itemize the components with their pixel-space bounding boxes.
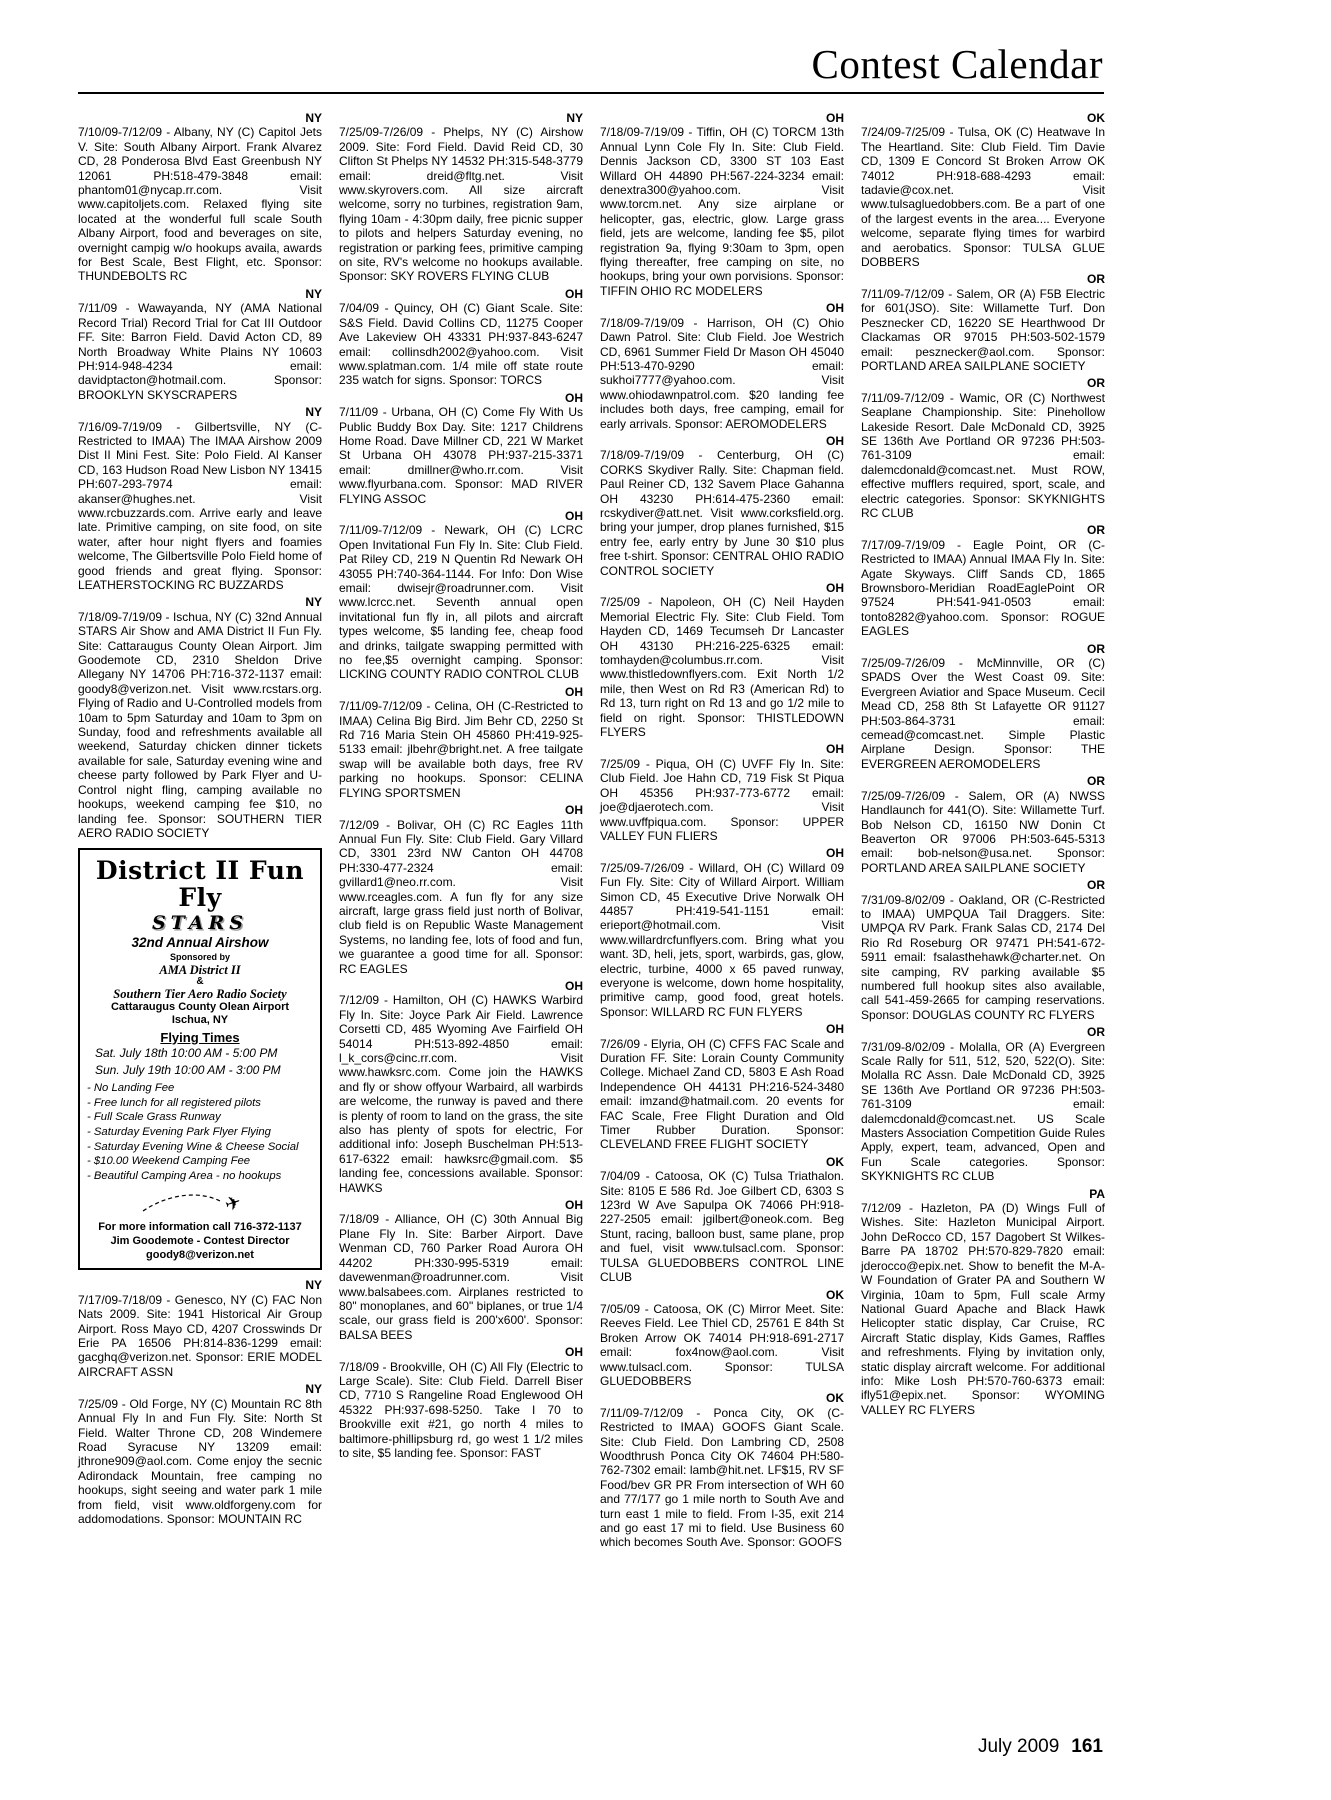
entry-text: 7/18/09 - Brookville, OH (C) All Fly (Electric to Large Scale). Site: Club Field. Darrell Biser CD, 7710 S Rangeline Road Englewood OH 45322 PH:937-698-5250. Take I 70 to Brookville exit #21, go north 4 miles to baltimore-phillipsburg rd, go west 1 1/2 miles to site, $5 landing fee. Sponsor: FAST xyxy=(339,1359,583,1460)
state-label: PA xyxy=(1089,1186,1105,1201)
entry-text: 7/11/09 - Urbana, OH (C) Come Fly With Us Public Buddy Box Day. Site: 1217 Childrens Home Road. Dave Millner CD, 221 W Market St Urbana OH 43078 PH:937-215-3371 email: dmillner@who.rr.com. Visit www.flyurbana.com. Sponsor: MAD RIVER FLYING ASSOC xyxy=(339,405,583,506)
entry-text: 7/10/09-7/12/09 - Albany, NY (C) Capitol Jets V. Site: South Albany Airport. Frank Alvarez CD, 28 Ponderosa Blvd East Greenbush NY 12061 PH:518-479-3848 email: phantom01@nycap.rr.com. Visit www.capitoljets.com. Relaxed flying site located at the wonderful full scale South Albany Airport, food and beverages on site, overnight campig w/o hookups availa, awards for Best Scale, Best Flight, etc. Sponsor: THUNDEBOLTS RC xyxy=(78,125,322,284)
contest-entry xyxy=(861,272,1105,373)
ad-subtitle: 32nd Annual Airshow xyxy=(131,934,269,950)
svg-text:✈: ✈ xyxy=(222,1191,245,1217)
contest-entry xyxy=(861,1187,1105,1418)
state-label: NY xyxy=(305,1382,322,1397)
state-label: OH xyxy=(565,286,583,301)
page-number: 161 xyxy=(1071,1736,1103,1757)
entry-text: 7/24/09-7/25/09 - Tulsa, OK (C) Heatwave In The Heartland. Site: Club Field. Tim Davie CD, 1309 E Concord St Broken Arrow OK 74012 PH:918-688-4293 email: tadavie@cox.net. Visit www.tulsagluedobbers.com. Be a part of one of the largest events in the area.... Everyone welcome, separate flying times for warbird and aerobatics. Sponsor: TULSA GLUE DOBBERS xyxy=(861,125,1105,270)
state-label: OH xyxy=(826,581,844,595)
entry-text: 7/12/09 - Hamilton, OH (C) HAWKS Warbird Fly In. Site: Joyce Park Air Field. Lawrence Corsetti CD, 485 Wyoming Ave Fairfield OH 54014 PH:513-892-4850 email: l_k_cors@cinc.rr.com. Visit www.hawksrc.com. Come join the HAWKS and fly or show offyour Warbaird, all warbirds are welcome, the runway is paved and there is plenty of room to land on the grass, the site also has plenty of spots for electric, For additional info: Joseph Buschelman PH:513-617-6322 email: hawksrc@gmail.com. $5 landing fee, concessions available. Sponsor: HAWKS xyxy=(339,993,583,1195)
entry-text: 7/31/09-8/02/09 - Oakland, OR (C-Restricted to IMAA) UMPQUA Tail Draggers. Site: UMPQA RV Park. Frank Salas CD, 2174 Del Rio Rd Roseburg OR 97471 PH:541-672-5911 email: fsalasthehawk@charter.net. On site camping, RV parking available $5 numbered full hookup sites also available, call 541-459-2665 for camping reservations. Sponsor: DOUGLAS COUNTY RC FLYERS xyxy=(861,892,1105,1022)
ad-info-phone: For more information call 716-372-1137 xyxy=(98,1220,302,1233)
entry-text: 7/11/09 - Wawayanda, NY (AMA National Record Trial) Record Trial for Cat III Outdoor FF. Site: Barron Field. David Acton CD, 89 North Broadway White Plains NY 10603 PH:914-948-4234 email: davidptacton@hotmail.com. Sponsor: BROOKLYN SKYSCRAPERS xyxy=(78,301,322,402)
contest-entry xyxy=(339,287,583,388)
issue-date: July 2009 xyxy=(977,1736,1060,1757)
contest-entry xyxy=(600,301,844,431)
state-label: OH xyxy=(826,301,844,316)
ad-sponsored-by-label: Sponsored by xyxy=(169,952,230,963)
contest-entry xyxy=(861,878,1105,1022)
entry-text: 7/04/09 - Quincy, OH (C) Giant Scale. Site: S&S Field. David Collins CD, 11275 Cooper Ave Lakeview OH 43331 PH:937-843-6247 email: collinsdh2002@yahoo.com. Visit www.splatman.com. 1/4 mile off state route 235 watch for signs. Sponsor: TORCS xyxy=(339,301,583,388)
contest-entry xyxy=(600,581,844,739)
contest-entry xyxy=(78,595,322,840)
ad-sponsor-1: AMA District II xyxy=(159,962,241,977)
entry-text: 7/11/09-7/12/09 - Wamic, OR (C) Northwest Seaplane Championship. Site: Pinehollow Lakeside Resort. Dale McDonald CD, 3925 SE 136th Ave Portland OR 97236 PH:503-761-3109 email: dalemcdonald@comcast.net. Must ROW, effective mufflers required, sport, scale, and electric categories. Sponsor: SKYKNIGHTS RC CLUB xyxy=(861,390,1105,520)
text-column-1 xyxy=(78,108,322,1550)
contest-entry xyxy=(600,1391,844,1549)
contest-entry xyxy=(600,1155,844,1285)
entry-text: 7/11/09-7/12/09 - Salem, OR (A) F5B Electric for 601(JSO). Site: Willamette Turf. Don Pesznecker CD, 16220 SE Hearthwood Dr Clackamas OR 97015 PH:503-502-1579 email: pesznecker@aol.com. Sponsor: PORTLAND AREA SAILPLANE SOCIETY xyxy=(861,286,1105,373)
contest-entry xyxy=(339,391,583,506)
contest-entry xyxy=(861,1025,1105,1183)
state-label: OH xyxy=(826,433,844,448)
ad-venue-city: Ischua, NY xyxy=(171,1013,229,1026)
ad-contest-director: Jim Goodemote - Contest Director xyxy=(110,1234,290,1247)
state-label: NY xyxy=(305,405,322,420)
entry-text: 7/25/09-7/26/09 - Willard, OH (C) Willard 09 Fun Fly. Site: City of Willard Airport. William Simon CD, 45 Executive Drive Norwalk OH 44857 PH:419-541-1151 email: erieport@hotmail.com. Visit www.willardrcfunflyers.com. Bring what you want. 3D, heli, jets, sport, warbirds, gas, glow, electric, turbine, 4000 x 65 paved runway, everyone is welcome, down home hospitality, primitive camp, good food, great hotels. Sponsor: WILLARD RC FUN FLYERS xyxy=(600,860,844,1019)
state-label: OH xyxy=(826,846,844,861)
contest-entry xyxy=(861,523,1105,638)
entry-text: 7/25/09-7/26/09 - McMinnville, OR (C) SPADS Over the West Coast 09. Site: Evergreen Aviatior and Space Museum. Cecil Mead CD, 258 8th St Lafayette OR 91127 PH:503-864-3731 email: cemead@comcast.net. Simple Plastic Airplane Design. Sponsor: THE EVERGREEN AEROMODELERS xyxy=(861,656,1105,771)
state-label: OH xyxy=(565,390,583,405)
text-column-3 xyxy=(600,108,844,1550)
ad-ampersand: & xyxy=(196,975,204,987)
state-label: OK xyxy=(1087,111,1105,125)
entry-text: 7/12/09 - Bolivar, OH (C) RC Eagles 11th Annual Fun Fly. Site: Club Field. Gary Villard CD, 3301 23rd NW Canton OH 44708 PH:330-477-2324 email: gvillard1@neo.rr.com. Visit www.rceagles.com. A fun fly for any size aircraft, large grass field just north of Bolivar, club field is on Republic Waste Management Systems, no landing fee, lots of food and fun, we guarantee a good time for all. Sponsor: RC EAGLES xyxy=(339,817,583,976)
ad-venue: Cattaraugus County Olean Airport xyxy=(110,1001,290,1014)
contest-entry xyxy=(600,111,844,298)
entry-text: 7/18/09 - Alliance, OH (C) 30th Annual Big Plane Fly In. Site: Barber Airport. Dave Wenman CD, 760 Parker Road Aurora OH 44202 PH:330-995-5319 email: davewenman@roadrunner.com. Visit www.balsabees.com. Airplanes restricted to 80" monoplanes, and 60" biplanes, or true 1/4 scale, our grass field is 200'x600'. Sponsor: BALSA BEES xyxy=(339,1212,583,1342)
header-rule xyxy=(78,92,1104,94)
entry-text: 7/05/09 - Catoosa, OK (C) Mirror Meet. Site: Reeves Field. Lee Thiel CD, 25761 E 84th St Broken Arrow OK 74014 PH:918-691-2717 email: fox4now@aol.com. Visit www.tulsacl.com. Sponsor: TULSA GLUEDOBBERS xyxy=(600,1301,844,1388)
ad-bullet: - No Landing Fee xyxy=(87,1081,175,1094)
contest-entry xyxy=(600,434,844,578)
entry-text: 7/26/09 - Elyria, OH (C) CFFS FAC Scale and Duration FF. Site: Lorain County Community College. Michael Zand CD, 5803 E Ash Road Independence OH 44131 PH:216-524-3480 email: imzand@hatmail.com. 20 events for FAC Scale, Free Flight Duration and Old Timer Rubber Duration. Sponsor: CLEVELAND FREE FLIGHT SOCIETY xyxy=(600,1036,844,1152)
state-label: NY xyxy=(305,111,322,125)
ad-bullet: - Saturday Evening Wine & Cheese Social xyxy=(87,1140,299,1153)
contest-entry xyxy=(861,642,1105,772)
entry-text: 7/16/09-7/19/09 - Gilbertsville, NY (C-Restricted to IMAA) The IMAA Airshow 2009 Dist II Mini Fest. Site: Polo Field. Al Kanser CD, 163 Hudson Road New Lisbon NY 13415 PH:607-293-7974 email: akanser@hughes.net. Visit www.rcbuzzards.com. Arrive early and leave late. Primitive camping, on site food, on site water, after hour night flyers and foamies welcome, The Gilbertsville Polo Field home of good friends and great flying. Sponsor: LEATHERSTOCKING RC BUZZARDS xyxy=(78,419,322,592)
contest-entry xyxy=(339,685,583,800)
entry-text: 7/25/09-7/26/09 - Phelps, NY (C) Airshow 2009. Site: Ford Field. David Reid CD, 30 Clifton St Phelps NY 14532 PH:315-548-3779 email: dreid@fltg.net. Visit www.skyrovers.com. All size aircraft welcome, sorry no turbines, registration 9am, flying 10am - 4:30pm daily, free picnic supper to pilots and helpers Saturday evening, no registration or parking fees, primitive camping on site, RV's welcome no hookups available. Sponsor: SKY ROVERS FLYING CLUB xyxy=(339,125,583,284)
ad-bullet: - Saturday Evening Park Flyer Flying xyxy=(87,1125,271,1138)
contest-entry xyxy=(600,846,844,1019)
contest-entry xyxy=(339,979,583,1195)
entry-text: 7/25/09 - Old Forge, NY (C) Mountain RC 8th Annual Fly In and Fun Fly. Site: North St Field. Walter Throne CD, 208 Windemere Road Syracuse NY 13209 email: jthrone909@aol.com. Come enjoy the secnic Adirondack Mountain, free camping no hookups, sight seeing and water park 1 mile from field, visit www.oldforgeny.com for addomodations. Sponsor: MOUNTAIN RC xyxy=(78,1396,322,1526)
ad-flying-time: Sun. July 19th 10:00 AM - 3:00 PM xyxy=(95,1062,281,1077)
airplane-sketch-icon xyxy=(87,1185,313,1219)
state-label: OR xyxy=(1087,523,1105,538)
entry-text: 7/17/09-7/18/09 - Genesco, NY (C) FAC Non Nats 2009. Site: 1941 Historical Air Group Airport. Ross Mayo CD, 4207 Crosswinds Dr Erie PA 16506 PH:814-836-1299 email: gacghq@verizon.net. Sponsor: ERIE MODEL AIRCRAFT ASSN xyxy=(78,1292,322,1379)
entry-text: 7/11/09-7/12/09 - Newark, OH (C) LCRC Open Invitational Fun Fly In. Site: Club Field. Pat Riley CD, 219 N Quentin Rd Newark OH 43055 PH:740-364-1144. For Info: Don Wise email: dwisejr@roadrunner.com. Visit www.lcrcc.net. Seventh annual open invitational fun fly in, all pilots and aircraft types welcome, $5 landing fee, cheap food and drinks, tailgate swapping permitted with no fee,$5 overnight camping. Sponsor: LICKING COUNTY RADIO CONTROL CLUB xyxy=(339,523,583,682)
entry-text: 7/11/09-7/12/09 - Ponca City, OK (C-Restricted to IMAA) GOOFS Giant Scale. Site: Club Field. Don Lambring CD, 2508 Woodthrush Ponca City OK 74604 PH:580-762-7302 email: lamb@hit.net. LF$15, RV SF Food/bev GR PR From intersection of WH 60 and 77/177 go 1 mile north to South Ave and turn east 1 mile to field. From I-35, exit 214 and go east 17 mi to field. Use Business 60 which becomes South Ave. Sponsor: GOOFS xyxy=(600,1405,844,1550)
state-label: OH xyxy=(826,1022,844,1037)
state-label: OR xyxy=(1087,641,1105,656)
contest-entry xyxy=(339,509,583,682)
text-column-4 xyxy=(861,108,1105,1550)
state-label: OK xyxy=(826,1391,844,1406)
state-label: OR xyxy=(1087,272,1105,287)
state-label: OK xyxy=(826,1287,844,1302)
contest-entry xyxy=(861,376,1105,520)
entry-text: 7/04/09 - Catoosa, OK (C) Tulsa Triathalon. Site: 8105 E 586 Rd. Joe Gilbert CD, 6303 S 123rd W Ave Sapulpa OK 74066 PH:918-227-2505 email: jgilbert@oneok.com. Beg Stunt, racing, balloon bust, same plane, prop and fuel, visit www.tulsacl.com. Sponsor: TULSA GLUEDOBBERS CONTROL LINE CLUB xyxy=(600,1169,844,1285)
contest-entry xyxy=(78,1382,322,1526)
state-label: OH xyxy=(826,742,844,757)
state-label: OH xyxy=(565,978,583,993)
contest-entry xyxy=(339,1345,583,1460)
entry-text: 7/25/09 - Napoleon, OH (C) Neil Hayden Memorial Electric Fly. Site: Club Field. Tom Hayden CD, 1469 Tecumseh Dr Lancaster OH 43130 PH:216-225-6325 email: tomhayden@columbus.rr.com. Visit www.thistledownflyers.com. Exit North 1/2 mile, then West on Rd R3 (American Rd) to Rd 13, turn right on Rd 13 and go 1/2 mile to field on right. Sponsor: THISTLEDOWN FLYERS xyxy=(600,595,844,740)
entry-text: 7/17/09-7/19/09 - Eagle Point, OR (C-Restricted to IMAA) Annual IMAA Fly In. Site: Agate Skyways. Cliff Sands CD, 1865 Brownsboro-Meridian RoadEaglePoint OR 97524 PH:541-941-0503 email: tonto8282@yahoo.com. Sponsor: ROGUE EAGLES xyxy=(861,537,1105,639)
entry-text: 7/11/09-7/12/09 - Celina, OH (C-Restricted to IMAA) Celina Big Bird. Jim Behr CD, 2250 St Rd 716 Maria Stein OH 45860 PH:419-925-5133 email: jlbehr@bright.net. A free tailgate swap will be available both days, free RV parking no hookups. Sponsor: CELINA FLYING SPORTSMEN xyxy=(339,699,583,800)
state-label: OH xyxy=(826,111,844,125)
state-label: OR xyxy=(1087,1025,1105,1040)
ad-flying-times-heading: Flying Times xyxy=(160,1029,240,1045)
ad-sponsor-2: Southern Tier Aero Radio Society xyxy=(113,986,287,1001)
ad-bullet: - Free lunch for all registered pilots xyxy=(87,1096,261,1109)
state-label: OK xyxy=(826,1154,844,1169)
entry-text: 7/18/09-7/19/09 - Centerburg, OH (C) CORKS Skydiver Rally. Site: Chapman field. Paul Reiner CD, 132 Savem Place Gahanna OH 43230 PH:614-475-2360 email: rcskydiver@att.net. Visit www.corksfield.org. bring your jumper, drop planes furnished, $15 entry fee, early entry by June 30 $10 plus free t-shirt. Sponsor: CENTRAL OHIO RADIO CONTROL SOCIETY xyxy=(600,448,844,578)
ad-bullet: - Beautiful Camping Area - no hookups xyxy=(87,1169,282,1182)
entry-text: 7/18/09-7/19/09 - Harrison, OH (C) Ohio Dawn Patrol. Site: Club Field. Joe Westrich CD, 6961 Summer Field Dr Mason OH 45040 PH:513-470-9290 email: sukhoi7777@yahoo.com. Visit www.ohiodawnpatrol.com. $20 landing fee includes both days, free camping, email for early arrivals. Sponsor: AEROMODELERS xyxy=(600,315,844,431)
ad-title: District II Fun Fly xyxy=(95,856,305,912)
contest-entry xyxy=(600,742,844,843)
ad-bullet-list xyxy=(87,1081,313,1184)
ad-flying-time: Sat. July 18th 10:00 AM - 5:00 PM xyxy=(95,1046,278,1061)
text-column-2 xyxy=(339,108,583,1550)
state-label: NY xyxy=(305,1278,322,1293)
entry-text: 7/18/09-7/19/09 - Tiffin, OH (C) TORCM 13th Annual Lynn Cole Fly In. Site: Club Field. Dennis Jackson CD, 3300 ST 103 East Willard OH 44890 PH:567-224-3234 email: denextra300@yahoo.com. Visit www.torcm.net. Any size airplane or helicopter, gas, electric, glow. Large grass field, jets are welcome, landing fee $5, pilot registration 9a, flying 9:30am to 3pm, open flying thereafter, free camping on site, no hookups, bring your own porvisions. Sponsor: TIFFIN OHIO RC MODELERS xyxy=(600,125,844,298)
calendar-columns xyxy=(78,108,1105,1550)
contest-entry xyxy=(600,1288,844,1389)
state-label: OR xyxy=(1087,376,1105,391)
ad-email: goody8@verizon.net xyxy=(146,1249,254,1262)
contest-entry xyxy=(861,111,1105,269)
state-label: OH xyxy=(565,1345,583,1360)
contest-entry xyxy=(78,405,322,592)
ad-bullet: - Full Scale Grass Runway xyxy=(87,1111,221,1124)
state-label: NY xyxy=(305,595,322,610)
state-label: OR xyxy=(1087,878,1105,893)
entry-text: 7/18/09-7/19/09 - Ischua, NY (C) 32nd Annual STARS Air Show and AMA District II Fun Fly. Site: Cattaraugus County Olean Airport. Jim Goodemote CD, 2310 Sheldon Drive Allegany NY 14706 PH:716-372-1137 email: goody8@verizon.net. Visit www.rcstars.org. Flying of Radio and U-Controlled models from 10am to 5pm Saturday and 10am to 3pm on Sunday, food and refreshments available all weekend, Saturday chicken dinner tickets available for sale, Saturday evening wine and cheese party followed by Park Flyer and U-Control night fling, camping available no hookups, weekend camping fee $10, no landing fee. Sponsor: SOUTHERN TIER AERO RADIO SOCIETY xyxy=(78,609,322,840)
entry-text: 7/31/09-8/02/09 - Molalla, OR (A) Evergreen Scale Rally for 511, 512, 520, 522(O). Site: Molalla RC Assn. Dale McDonald CD, 3925 SE 136th Ave Portland OR 97236 PH:503-761-3109 email: dalemcdonald@comcast.net. US Scale Masters Association Competition Guide Rules Apply, expert, team, advanced, Open and Fun Scale categories. Sponsor: SKYKNIGHTS RC CLUB xyxy=(861,1039,1105,1184)
contest-entry xyxy=(78,111,322,284)
entry-text: 7/25/09-7/26/09 - Salem, OR (A) NWSS Handlaunch for 441(O). Site: Willamette Turf. Bob Nelson CD, 16150 NW Donin Ct Beaverton OR 97006 PH:503-645-5313 email: bob-nelson@usa.net. Sponsor: PORTLAND AREA SAILPLANE SOCIETY xyxy=(861,788,1105,875)
state-label: OR xyxy=(1087,774,1105,789)
state-label: NY xyxy=(566,111,583,125)
ad-flying-times-list xyxy=(87,1045,313,1077)
contest-entry xyxy=(339,803,583,976)
contest-entry xyxy=(861,774,1105,875)
state-label: NY xyxy=(305,286,322,301)
ad-bullet: - $10.00 Weekend Camping Fee xyxy=(87,1155,251,1168)
state-label: OH xyxy=(565,803,583,818)
contest-entry xyxy=(339,1198,583,1342)
state-label: OH xyxy=(565,684,583,699)
page-title: Contest Calendar xyxy=(811,41,1103,87)
ad-stars-title: STARS xyxy=(151,911,249,934)
contest-entry xyxy=(78,1278,322,1379)
state-label: OH xyxy=(565,508,583,523)
entry-text: 7/12/09 - Hazleton, PA (D) Wings Full of Wishes. Site: Hazleton Municipal Airport. John DeRocco CD, 157 Dagobert St Wilkes-Barre PA 18702 PH:570-829-7820 email: jderocco@epix.net. Show to benefit the M-A-W Foundation of Grater PA and Southern W Virginia, 10am to 5pm, Full scale Army National Guard Apache and Black Hawk Helicopter static display, Car Cruise, RC Aircraft Static display, Kids Games, Raffles and refreshments. Flying by invitation only, static display aircraft welcome. For additional info: Mike Losh PH:570-760-6373 email: ifly51@epix.net. Sponsor: WYOMING VALLEY RC FLYERS xyxy=(861,1201,1105,1417)
contest-entry xyxy=(78,287,322,402)
state-label: OH xyxy=(565,1198,583,1213)
contest-entry xyxy=(600,1022,844,1152)
contest-entry xyxy=(339,111,583,284)
entry-text: 7/25/09 - Piqua, OH (C) UVFF Fly In. Site: Club Field. Joe Hahn CD, 719 Fisk St Piqua OH 45356 PH:937-773-6772 email: joe@djaerotech.com. Visit www.uvffpiqua.com. Sponsor: UPPER VALLEY FUN FLIERS xyxy=(600,756,844,843)
page-footer xyxy=(978,1736,1103,1758)
district-ii-fun-fly-ad xyxy=(78,848,322,1270)
